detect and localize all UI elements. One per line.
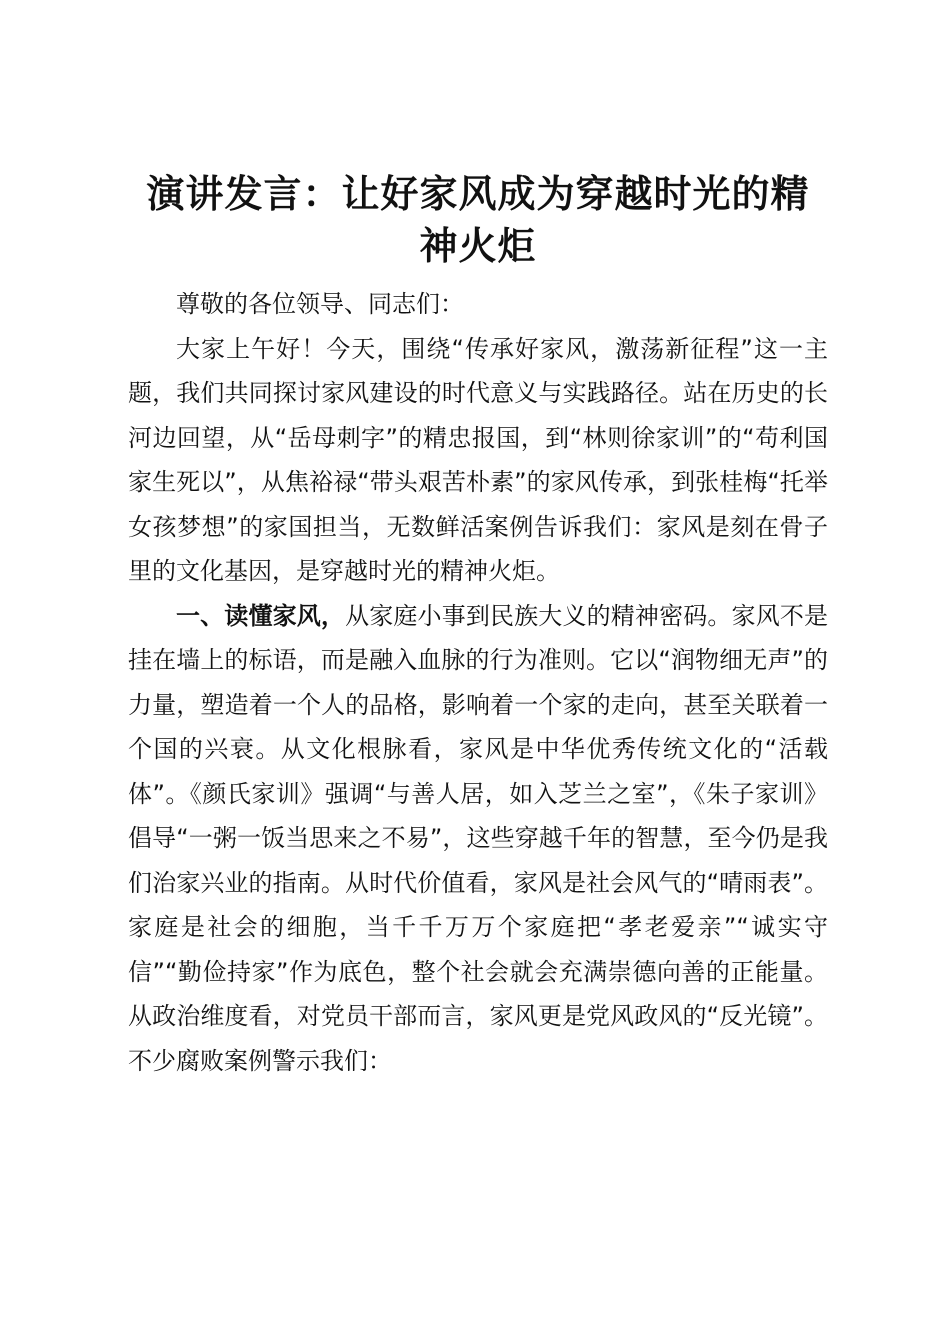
document-page xyxy=(128,168,828,1083)
document-title: 演讲发言：让好家风成为穿越时光的精神火炬 xyxy=(146,172,810,268)
section-1-body: 从家庭小事到民族大义的精神密码。家风不是挂在墙上的标语，而是融入血脉的行为准则。它以“润物细无声”的力量，塑造着一个人的品格，影响着一个家的走向，甚至关联着一个国的兴衰。从文化根脉看，家风是中华优秀传统文化的“活载体”。《颜氏家训》强调“与善人居，如入芝兰之室”，《朱子家训》倡导“一粥一饭当思来之不易”，这些穿越千年的智慧，至今仍是我们治家兴业的指南。从时代价值看，家风是社会风气的“晴雨表”。家庭是社会的细胞，当千千万万个家庭把“孝老爱亲”“诚实守信”“勤俭持家”作为底色，整个社会就会充满崇德向善的正能量。从政治维度看，对党员干部而言，家风更是党风政风的“反光镜”。不少腐败案例警示我们： xyxy=(128,601,828,1075)
section-1-heading: 一、读懂家风， xyxy=(176,601,346,630)
opening-paragraph: 大家上午好！今天，围绕“传承好家风，激荡新征程”这一主题，我们共同探讨家风建设的时代意义与实践路径。站在历史的长河边回望，从“岳母刺字”的精忠报国，到“林则徐家训”的“苟利国家生死以”，从焦裕禄“带头艰苦朴素”的家风传承，到张桂梅“托举女孩梦想”的家国担当，无数鲜活案例告诉我们：家风是刻在骨子里的文化基因，是穿越时光的精神火炬。 xyxy=(128,334,828,585)
salutation: 尊敬的各位领导、同志们： xyxy=(176,290,464,318)
section-1-paragraph xyxy=(128,594,828,1084)
